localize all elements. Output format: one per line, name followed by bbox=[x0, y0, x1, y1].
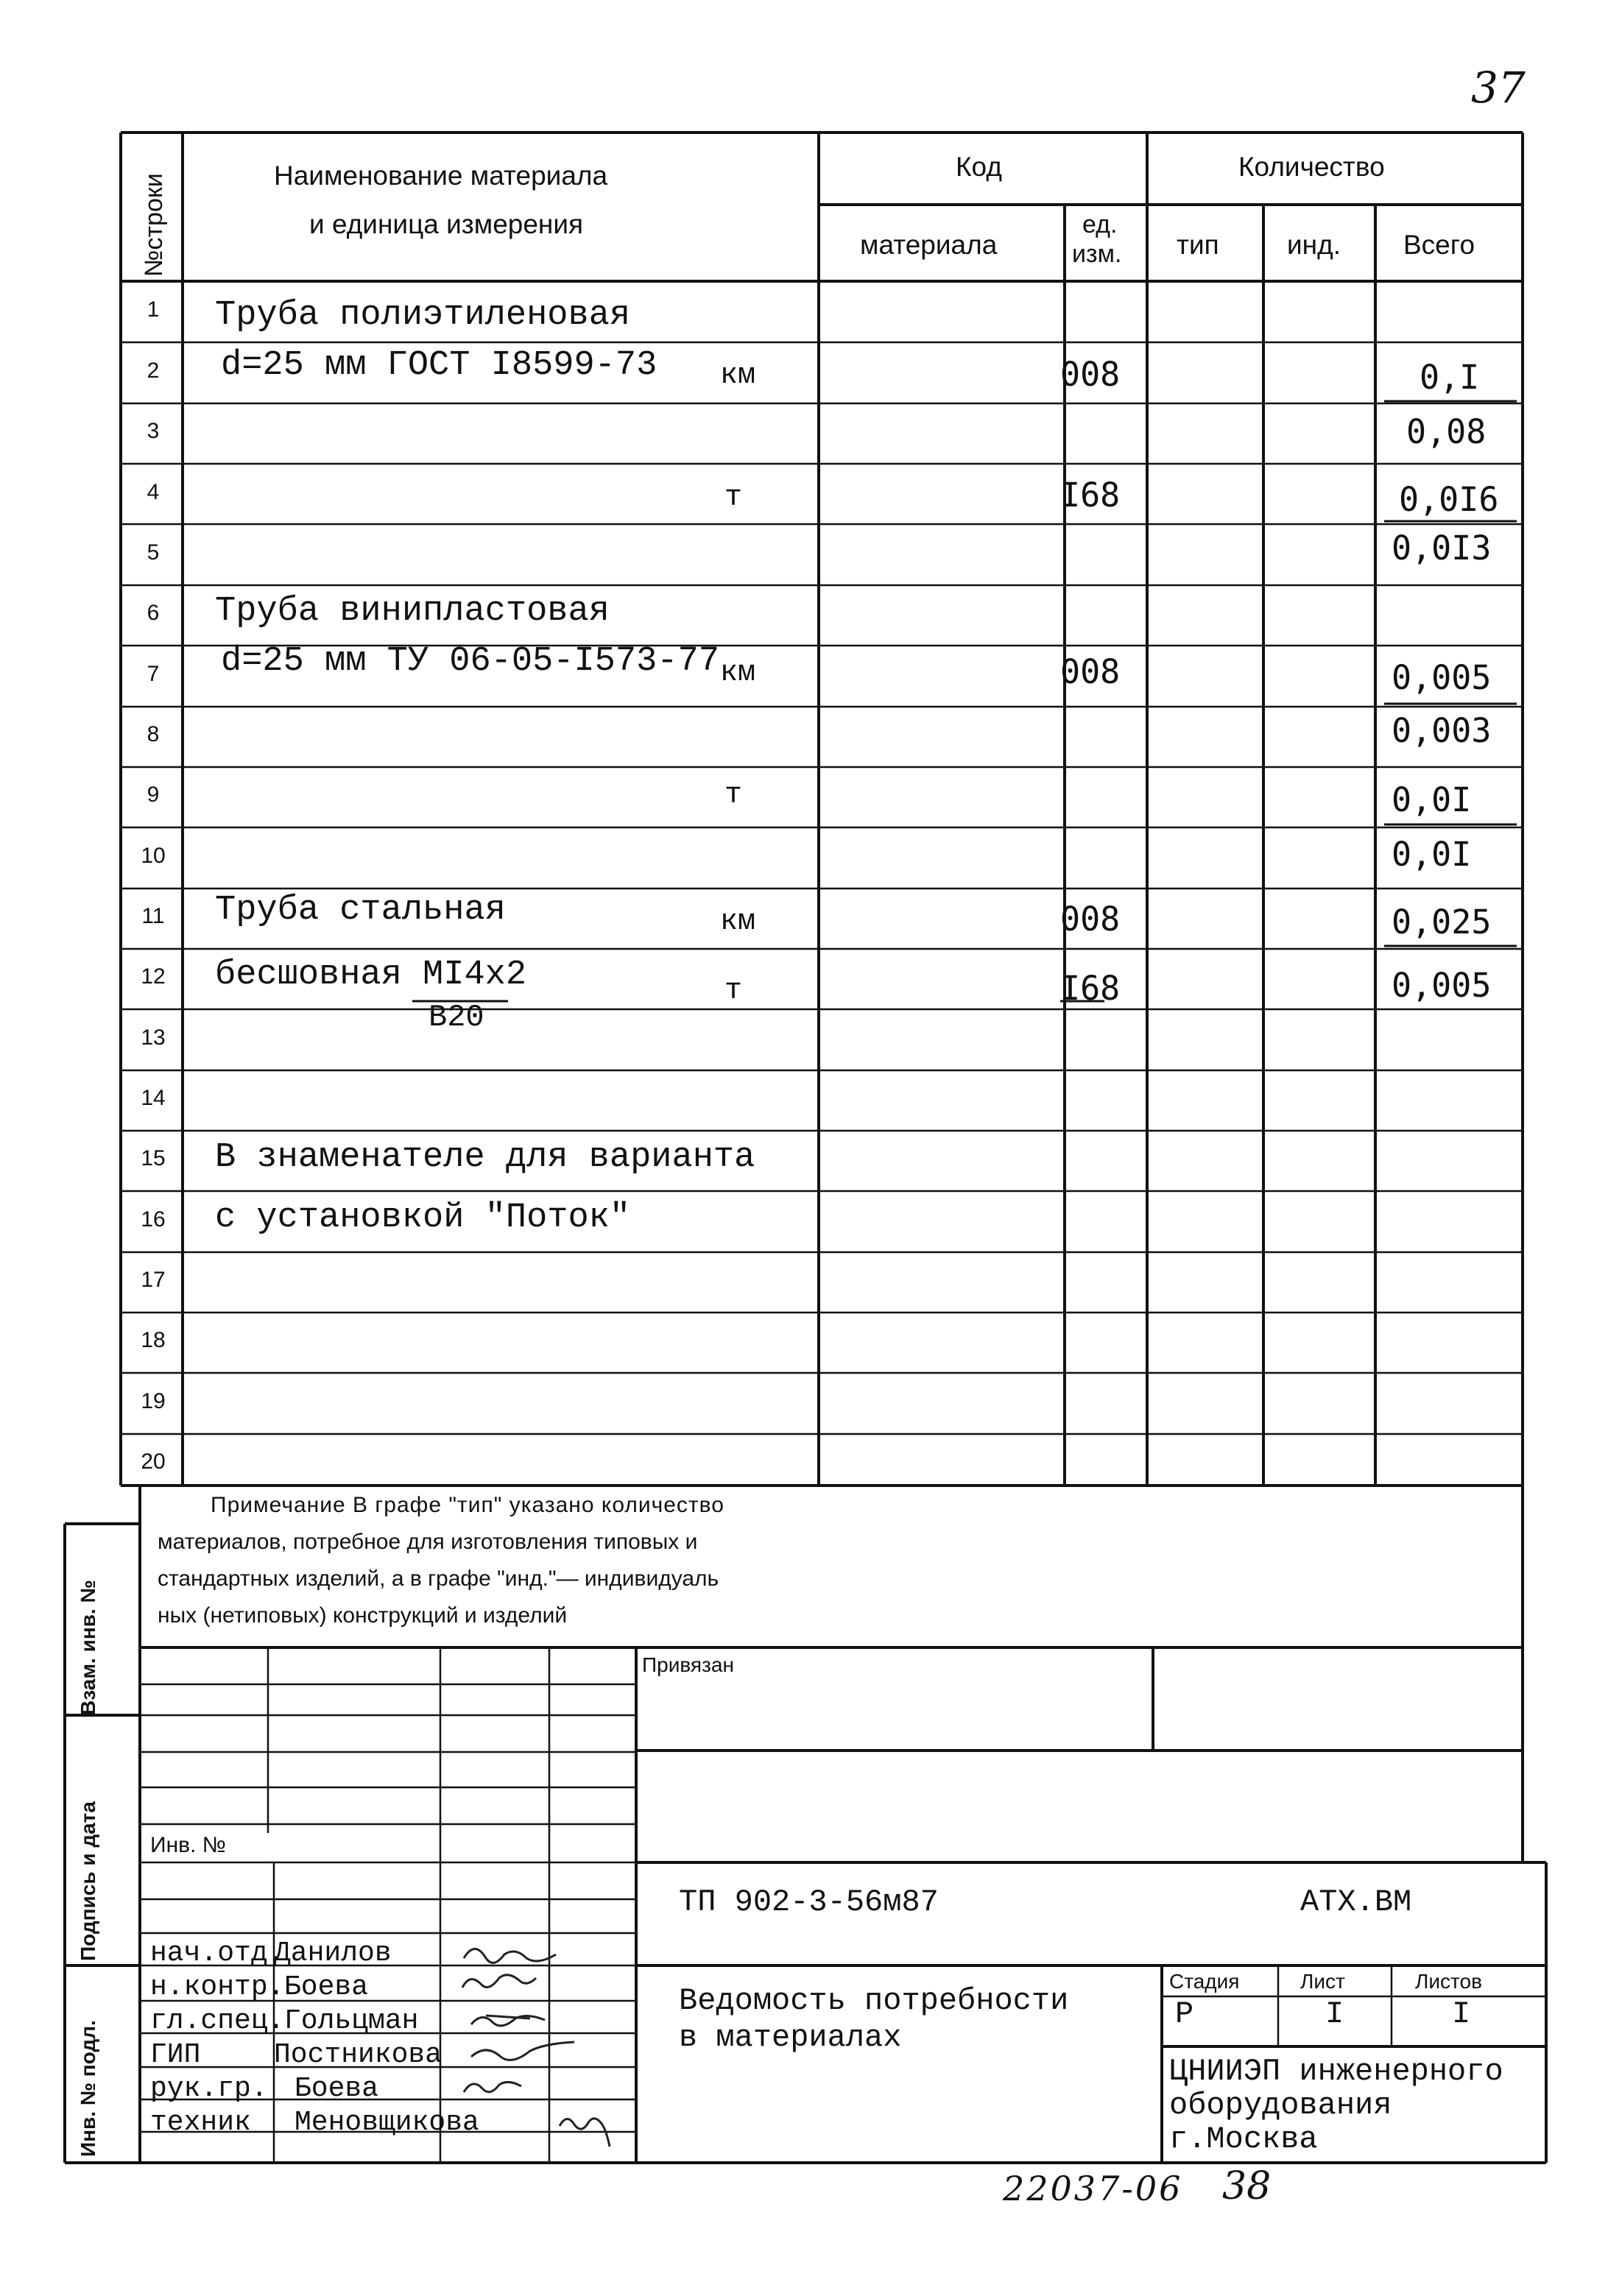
row-number: 12 bbox=[141, 964, 166, 989]
row-unit: т bbox=[724, 779, 743, 812]
row-total: 0,005 bbox=[1392, 658, 1492, 697]
signature-mark bbox=[464, 1949, 556, 1963]
row-code: 008 bbox=[1060, 652, 1121, 691]
row-number: 18 bbox=[141, 1328, 166, 1352]
row-code: I68 bbox=[1060, 969, 1121, 1008]
header-unit-line1: ед. bbox=[1082, 211, 1118, 239]
person-role: гл.спец. bbox=[150, 2005, 285, 2037]
note-line: ных (нетиповых) конструкций и изделий bbox=[158, 1603, 568, 1628]
row-total: 0,I bbox=[1420, 358, 1480, 397]
note-line: Примечание В графе "тип" указано количество bbox=[211, 1493, 724, 1517]
header-quantity: Количество bbox=[1238, 152, 1385, 182]
header-row-no: №строки bbox=[140, 173, 168, 277]
sheet-value: I bbox=[1325, 1996, 1344, 2032]
row-number: 3 bbox=[147, 419, 160, 443]
person-role: ГИП bbox=[150, 2039, 201, 2071]
header-name-line1: Наименование материала bbox=[274, 160, 608, 191]
signature-mark bbox=[471, 2042, 574, 2060]
doc-title-line2: в материалах bbox=[679, 2020, 902, 2055]
header-type: тип bbox=[1177, 230, 1219, 260]
row-code: 008 bbox=[1060, 355, 1121, 394]
sheet-label: Лист bbox=[1300, 1970, 1345, 1993]
row-number: 4 bbox=[147, 480, 160, 504]
sheets-label: Листов bbox=[1415, 1970, 1482, 1993]
header-code-material: материала bbox=[860, 230, 998, 260]
signature-mark bbox=[471, 2016, 545, 2026]
note-line: материалов, потребное для изготовления типовых и bbox=[158, 1530, 698, 1554]
person-role: н.контр. bbox=[150, 1971, 285, 2003]
person-name: Гольцман bbox=[284, 2005, 419, 2037]
bottom-page: 38 bbox=[1222, 2164, 1272, 2208]
person-name: Постникова bbox=[274, 2039, 442, 2071]
row-name: Труба винипластовая bbox=[215, 592, 610, 631]
row-unit: км bbox=[720, 359, 756, 392]
row-number: 19 bbox=[141, 1389, 166, 1413]
person-name: Меновщикова bbox=[295, 2107, 479, 2138]
header-total: Всего bbox=[1403, 230, 1475, 260]
row-total: 0,0I6 bbox=[1399, 480, 1499, 519]
bottom-code: 22037-06 bbox=[1003, 2169, 1183, 2208]
row-number: 9 bbox=[147, 783, 160, 807]
header-unit-line2: изм. bbox=[1072, 240, 1122, 268]
row-unit: км bbox=[720, 905, 756, 939]
org-line2: оборудования bbox=[1169, 2088, 1392, 2123]
row-total: 0,005 bbox=[1392, 966, 1492, 1005]
row-name: d=25 мм ГОСТ I8599-73 bbox=[221, 346, 657, 385]
row-number: 13 bbox=[141, 1025, 166, 1050]
doc-code: ТП 902-3-56м87 bbox=[679, 1885, 939, 1920]
row-number: 16 bbox=[141, 1207, 166, 1232]
row-total: 0,0I3 bbox=[1392, 529, 1492, 568]
person-role: рук.гр. bbox=[150, 2073, 268, 2105]
row-number: 14 bbox=[141, 1086, 166, 1110]
row-total: 0,08 bbox=[1406, 412, 1487, 451]
row-name: с установкой "Поток" bbox=[215, 1198, 631, 1237]
org-line1: ЦНИИЭП инженерного bbox=[1169, 2054, 1503, 2089]
row-total: 0,0I bbox=[1392, 835, 1472, 874]
row-number: 15 bbox=[141, 1146, 166, 1170]
side-label-vzam: Взам. инв. № bbox=[77, 1580, 99, 1715]
row-number: 7 bbox=[147, 662, 160, 686]
row-name: В знаменателе для варианта bbox=[215, 1138, 755, 1177]
signature-mark bbox=[560, 2119, 610, 2147]
row-total: 0,0I bbox=[1392, 780, 1472, 819]
row-total: 0,003 bbox=[1392, 711, 1492, 750]
row-number: 11 bbox=[141, 904, 165, 928]
row-number: 5 bbox=[147, 540, 160, 565]
row-number: 6 bbox=[147, 601, 160, 625]
row-number: 10 bbox=[141, 844, 166, 868]
side-label-podpis: Подпись и дата bbox=[77, 1801, 99, 1961]
doc-title-line1: Ведомость потребности bbox=[679, 1983, 1069, 2018]
privyazan-label: Привязан bbox=[642, 1653, 734, 1676]
row-code: 008 bbox=[1060, 900, 1121, 939]
person-name: Боева bbox=[284, 1971, 369, 2003]
person-role: нач.отд. bbox=[150, 1938, 285, 1969]
row-number: 2 bbox=[147, 358, 160, 383]
org-line3: г.Москва bbox=[1169, 2122, 1318, 2157]
row-number: 8 bbox=[147, 722, 160, 746]
stage-value: Р bbox=[1175, 1996, 1194, 2032]
page-number: 37 bbox=[1471, 63, 1526, 113]
side-label-inv-podl: Инв. № подл. bbox=[77, 2020, 99, 2157]
stage-label: Стадия bbox=[1169, 1970, 1240, 1993]
signature-mark bbox=[462, 1975, 536, 1988]
sheets-value: I bbox=[1452, 1996, 1471, 2032]
row-unit: т bbox=[724, 975, 743, 1008]
header-name-line2: и единица измерения bbox=[309, 209, 584, 239]
person-name: Боева bbox=[295, 2073, 379, 2105]
row-unit: т bbox=[724, 481, 743, 515]
row-name: d=25 мм ТУ 06-05-I573-77 bbox=[221, 642, 719, 681]
inv-no-label: Инв. № bbox=[150, 1833, 226, 1857]
signature-mark bbox=[464, 2082, 521, 2092]
person-name: Данилов bbox=[274, 1938, 392, 1969]
row-total: 0,025 bbox=[1392, 902, 1492, 942]
doc-mark: АТХ.ВМ bbox=[1300, 1885, 1412, 1920]
header-ind: инд. bbox=[1287, 230, 1341, 260]
header-code: Код bbox=[956, 152, 1002, 182]
row-number: 1 bbox=[147, 297, 160, 322]
row-name: бесшовная МI4х2 bbox=[215, 956, 527, 995]
note-line: стандартных изделий, а в графе "инд."— индивидуаль bbox=[158, 1566, 719, 1591]
person-role: техник bbox=[150, 2107, 251, 2138]
row-code: I68 bbox=[1060, 476, 1121, 515]
row-name: Труба стальная bbox=[215, 891, 506, 930]
row-name: В20 bbox=[429, 1000, 484, 1035]
row-unit: км bbox=[720, 657, 756, 690]
row-number: 17 bbox=[141, 1268, 166, 1292]
row-name: Труба полиэтиленовая bbox=[215, 296, 631, 335]
row-number: 20 bbox=[141, 1449, 166, 1474]
